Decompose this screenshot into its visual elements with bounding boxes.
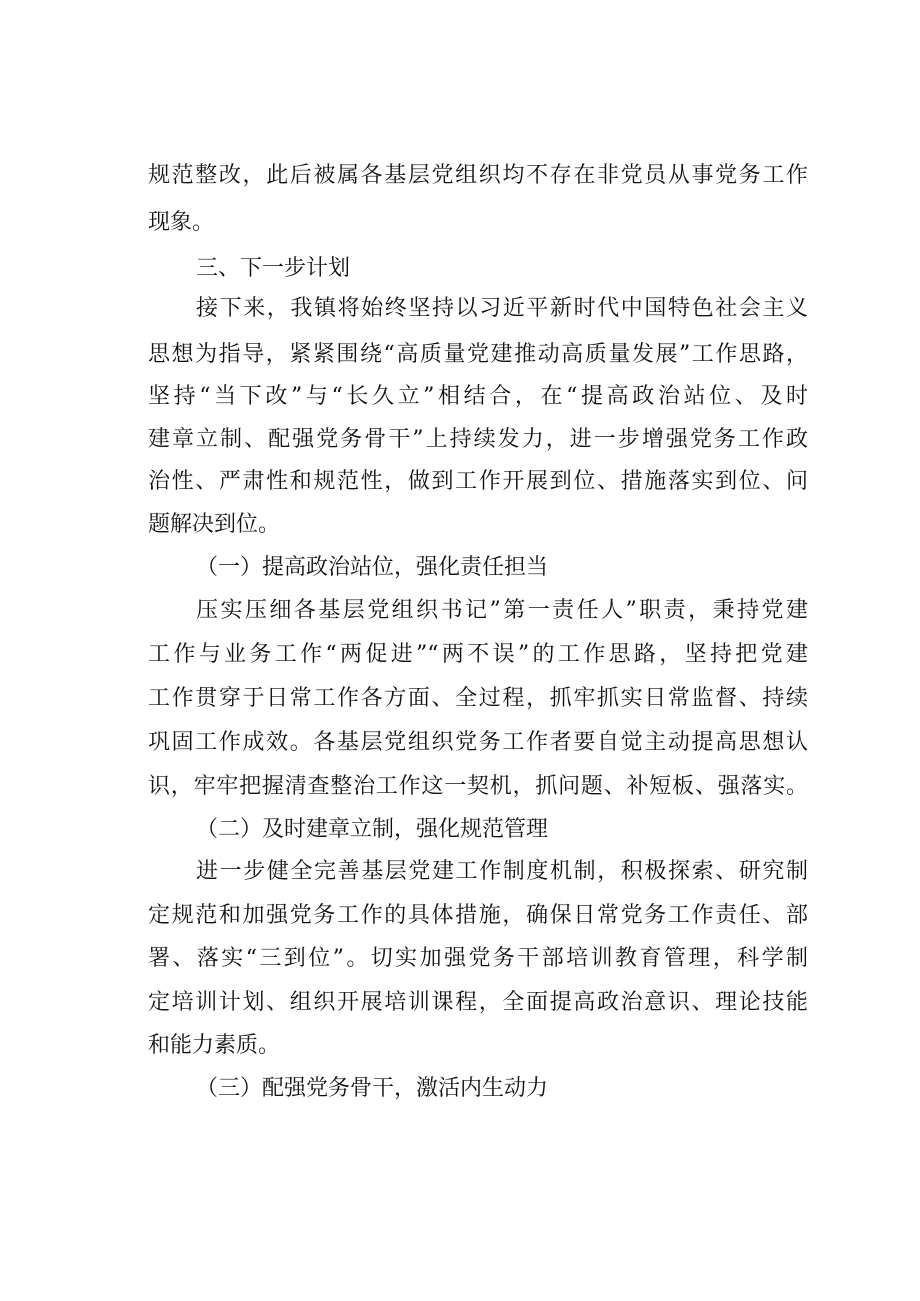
body-line: 思想为指导，紧紧围绕“高质量党建推动高质量发展”工作思路， — [148, 342, 808, 367]
body-line: 压实压细各基层党组织书记”第一责任人”职责，秉持党建 — [196, 598, 808, 623]
body-line: 识，牢牢把握清查整治工作这一契机，抓问题、补短板、强落实。 — [148, 774, 808, 799]
body-line: 工作贯穿于日常工作各方面、全过程，抓牢抓实日常监督、持续 — [148, 686, 808, 711]
subsection-heading: （二）及时建章立制，强化规范管理 — [196, 817, 549, 842]
body-line: 进一步健全完善基层党建工作制度机制，积极探索、研究制 — [196, 859, 808, 884]
body-line: 和能力素质。 — [148, 1033, 281, 1058]
body-line: 接下来，我镇将始终坚持以习近平新时代中国特色社会主义 — [196, 296, 808, 321]
section-heading: 三、下一步计划 — [196, 256, 351, 281]
body-line: 巩固工作成效。各基层党组织党务工作者要自觉主动提高思想认 — [148, 730, 808, 755]
body-line: 建章立制、配强党务骨干”上持续发力，进一步增强党务工作政 — [148, 427, 808, 452]
body-line: 治性、严肃性和规范性，做到工作开展到位、措施落实到位、问 — [148, 469, 808, 494]
body-line: 坚持“当下改”与“长久立”相结合，在“提高政治站位、及时 — [148, 384, 808, 409]
body-line: 工作与业务工作“两促进”“两不误”的工作思路，坚持把党建 — [148, 642, 808, 667]
body-line: 题解决到位。 — [148, 512, 281, 537]
body-line: 定培训计划、组织开展培训课程，全面提高政治意识、理论技能 — [148, 990, 808, 1015]
subsection-heading: （一）提高政治站位，强化责任担当 — [196, 555, 549, 580]
body-line: 规范整改，此后被属各基层党组织均不存在非党员从事党务工作 — [148, 163, 808, 188]
subsection-heading: （三）配强党务骨干，激活内生动力 — [196, 1076, 549, 1101]
body-line: 定规范和加强党务工作的具体措施，确保日常党务工作责任、部 — [148, 903, 808, 928]
body-line: 现象。 — [148, 210, 215, 235]
body-line: 署、落实“三到位”。切实加强党务干部培训教育管理，科学制 — [148, 946, 808, 971]
